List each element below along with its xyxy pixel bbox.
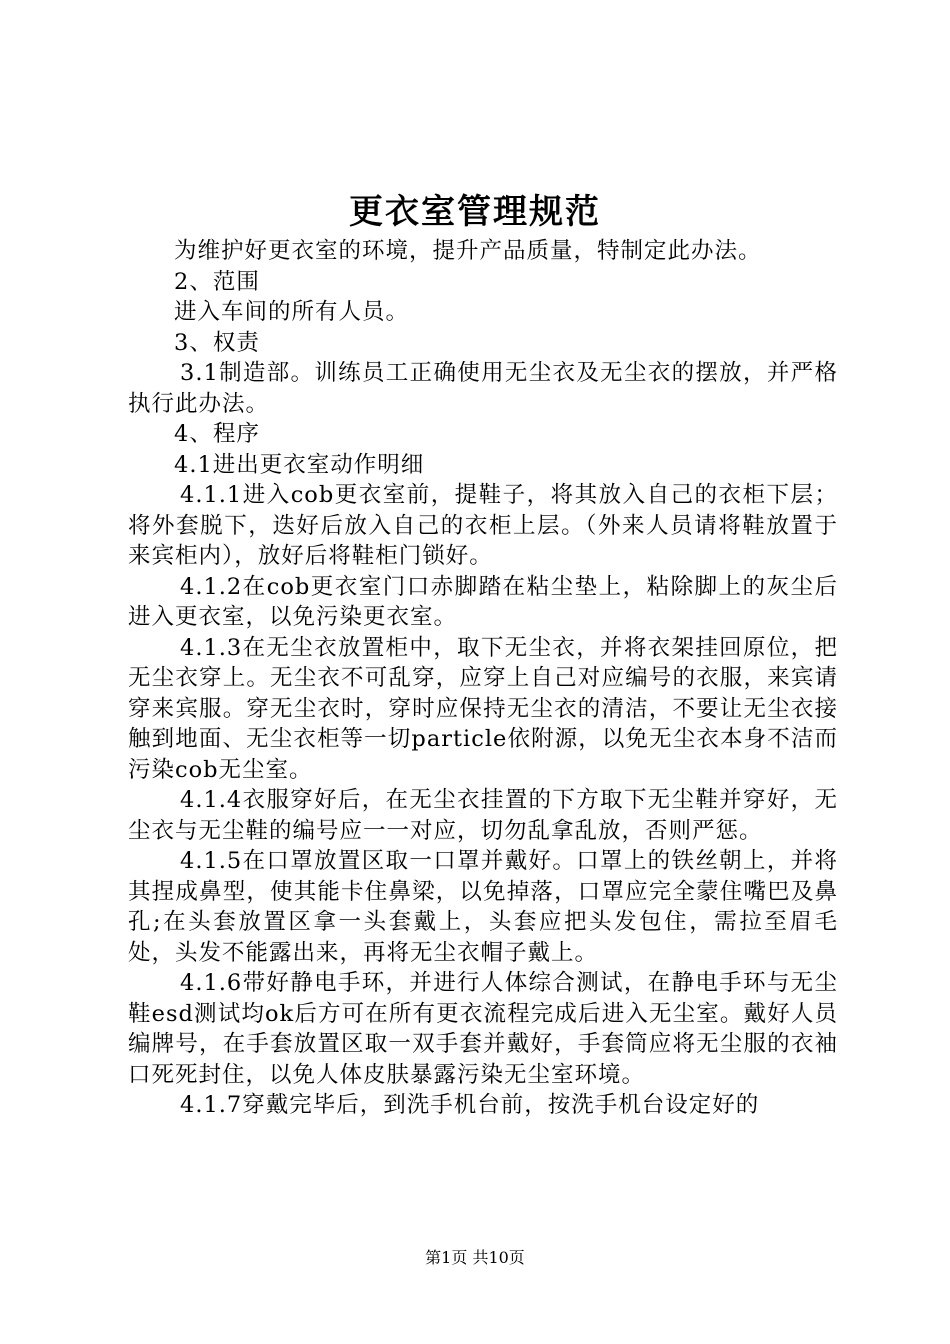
- page-number-footer: 第1页 共10页: [425, 1248, 525, 1267]
- paragraph-4-1-4: 4.1.4衣服穿好后，在无尘衣挂置的下方取下无尘鞋并穿好，无尘衣与无尘鞋的编号应一一对应，切勿乱拿乱放，否则严惩。: [128, 787, 838, 844]
- responsibility-paragraph: 3.1制造部。训练员工正确使用无尘衣及无尘衣的摆放，并严格执行此办法。: [128, 360, 838, 417]
- paragraph-4-1-1: 4.1.1进入cob更衣室前，提鞋子，将其放入自己的衣柜下层；将外套脱下，迭好后放入自己的衣柜上层。（外来人员请将鞋放置于来宾柜内），放好后将鞋柜门锁好。: [128, 482, 838, 569]
- paragraph-4-1-3: 4.1.3在无尘衣放置柜中，取下无尘衣，并将衣架挂回原位，把无尘衣穿上。无尘衣不可乱穿，应穿上自己对应编号的衣服，来宾请穿来宾服。穿无尘衣时，穿时应保持无尘衣的清洁，不要让无尘衣接触到地面、无尘衣柜等一切particle依附源，以免无尘衣本身不洁而污染cob无尘室。: [128, 634, 838, 783]
- section-heading-responsibility: 3、权责: [174, 329, 260, 356]
- paragraph-4-1-7: 4.1.7穿戴完毕后，到洗手机台前，按洗手机台设定好的: [180, 1092, 760, 1118]
- paragraph-4-1-2: 4.1.2在cob更衣室门口赤脚踏在粘尘垫上，粘除脚上的灰尘后进入更衣室，以免污染更衣室。: [128, 573, 838, 630]
- scope-paragraph: 进入车间的所有人员。: [174, 299, 410, 325]
- page-title: 更衣室管理规范: [349, 192, 601, 232]
- paragraph-4-1-5: 4.1.5在口罩放置区取一口罩并戴好。口罩上的铁丝朝上，并将其捏成鼻型，使其能卡住鼻梁，以免掉落，口罩应完全蒙住嘴巴及鼻孔;在头套放置区拿一头套戴上，头套应把头发包住，需拉至眉毛处，头发不能露出来，再将无尘衣帽子戴上。: [128, 848, 838, 966]
- paragraph-4-1-6: 4.1.6带好静电手环，并进行人体综合测试，在静电手环与无尘鞋esd测试均ok后方可在所有更衣流程完成后进入无尘室。戴好人员编牌号，在手套放置区取一双手套并戴好，手套筒应将无尘服的衣袖口死死封住，以免人体皮肤暴露污染无尘室环境。: [128, 970, 838, 1088]
- intro-paragraph: 为维护好更衣室的环境，提升产品质量，特制定此办法。: [174, 238, 762, 264]
- section-heading-scope: 2、范围: [174, 268, 260, 295]
- section-heading-procedure: 4、程序: [174, 421, 260, 447]
- document-body: [128, 236, 838, 1121]
- subsection-heading-4-1: 4.1进出更衣室动作明细: [174, 451, 425, 478]
